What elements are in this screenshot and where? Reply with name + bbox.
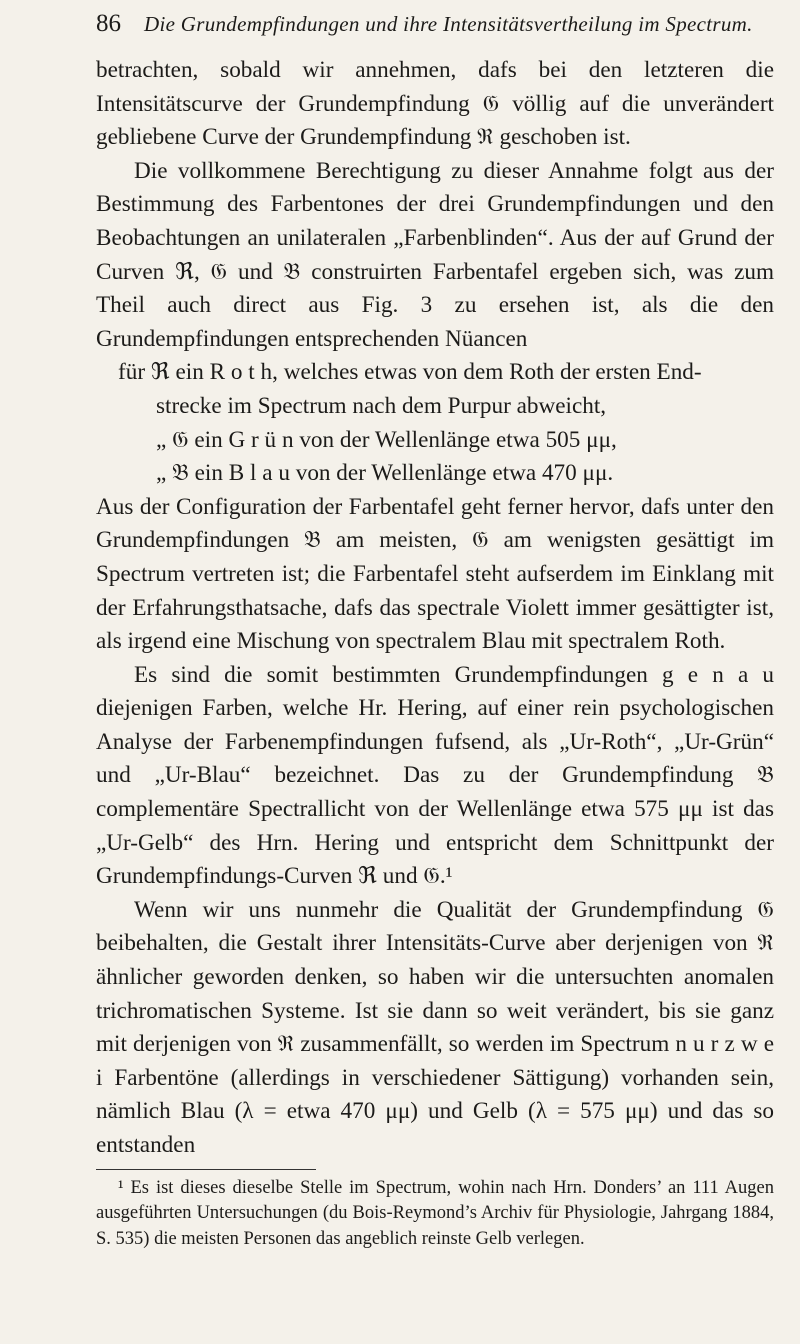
list-item-red-continued: strecke im Spectrum nach dem Purpur abweicht,	[156, 392, 607, 419]
list-item-red: für ℜ ein R o t h, welches etwas von dem Roth der ersten End-	[118, 359, 702, 386]
paragraph-5: Wenn wir uns nunmehr die Qualität der Grundempfindung 𝔊 beibehalten, die Gestalt ihrer Intensitäts-Curve aber derjenigen von ℜ ähnlicher geworden denken, so haben wir die untersuchten anomalen trichromatischen Systeme. Ist sie dann so weit verändert, bis sie ganz mit derjenigen von ℜ zusammenfällt, so werden im Spectrum n u r z w e i Farbentöne (allerdings in verschiedener Sättigung) vorhanden sein, nämlich Blau (λ = etwa 470 μμ) und Gelb (λ = 575 μμ) und das so entstanden	[96, 896, 774, 1158]
paragraph-4: Es sind die somit bestimmten Grundempfindungen g e n a u diejenigen Farben, welche Hr. Hering, auf einer rein psychologischen Analyse der Farbenempfindungen fufsend, als „Ur-Roth“, „Ur-Grün“ und „Ur-Blau“ bezeichnet. Das zu der Grundempfindung 𝔅 complementäre Spectrallicht von der Wellenlänge etwa 575 μμ ist das „Ur-Gelb“ des Hrn. Hering und entspricht dem Schnittpunkt der Grundempfindungs-Curven ℜ und 𝔊.¹	[96, 661, 774, 890]
main-text	[96, 54, 774, 1252]
paragraph-3: Aus der Configuration der Farbentafel geht ferner hervor, dafs unter den Grundempfindungen 𝔅 am meisten, 𝔊 am wenigsten gesättigt im Spectrum vertreten ist; die Farbentafel steht aufserdem im Einklang mit der Erfahrungsthatsache, dafs das spectrale Violett immer gesättigter ist, als irgend eine Mischung von spectralem Blau mit spectralem Roth.	[96, 493, 774, 655]
page-number: 86	[96, 10, 121, 37]
hue-list	[96, 356, 774, 490]
list-item-green: „ 𝔊 ein G r ü n von der Wellenlänge etwa 505 μμ,	[156, 426, 617, 453]
paragraph-2: Die vollkommene Berechtigung zu dieser Annahme folgt aus der Bestimmung des Farbentones der drei Grundempfindungen und den Beobachtungen an unilateralen „Farbenblinden“. Aus der auf Grund der Curven ℜ, 𝔊 und 𝔅 construirten Farbentafel ergeben sich, was zum Theil auch direct aus Fig. 3 zu ersehen ist, als die den Grundempfindungen entsprechenden Nüancen	[96, 157, 774, 352]
footnote	[96, 1176, 774, 1253]
running-title: Die Grundempfindungen und ihre Intensitätsvertheilung im Spectrum.	[144, 12, 753, 36]
list-item-blue: „ 𝔅 ein B l a u von der Wellenlänge etwa 470 μμ.	[156, 460, 614, 487]
footnote-text: ¹ Es ist dieses dieselbe Stelle im Spectrum, wohin nach Hrn. Donders’ an 111 Augen ausgeführten Untersuchungen (du Bois-Reymond’s Archiv für Physiologie, Jahrgang 1884, S. 535) die meisten Personen das angeblich reinste Gelb verlegen.	[96, 1177, 774, 1249]
paragraph-1: betrachten, sobald wir annehmen, dafs bei den letzteren die Intensitätscurve der Grundempfindung 𝔊 völlig auf die unverändert gebliebene Curve der Grundempfindung ℜ geschoben ist.	[96, 57, 774, 151]
page-header	[96, 10, 756, 44]
footnote-divider	[96, 1169, 316, 1170]
